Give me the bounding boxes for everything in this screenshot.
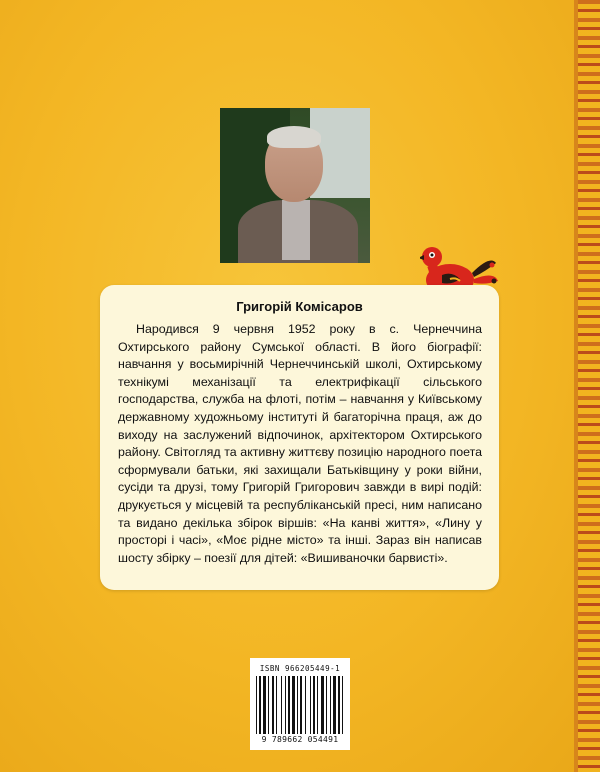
author-photo xyxy=(220,108,370,263)
barcode xyxy=(250,658,350,750)
bio-panel xyxy=(100,285,499,590)
isbn-text: ISBN 966205449-1 xyxy=(259,664,341,673)
author-name: Григорій Комісаров xyxy=(236,299,363,314)
barcode-bars xyxy=(256,676,344,734)
author-bio: Народився 9 червня 1952 року в с. Чернеччина Охтирського району Сумської області. В його біографії: навчання у восьмирічній Чернеччинській школі, Охтирському технікумі механізації та електрифікації сільського господарства, служба на флоті, потім – навчання у Київському державному художньому інституті й багаторічна праця, аж до виходу на заслужений відпочинок, архітектором Охтирського району. Світогляд та активну життєву позицію народного поета сформували батьки, які захищали Батьківщину у роки війни, сусіди та друзі, тому Григорій Григорович завжди в вирі подій: друкується у місцевій та республіканській пресі, ним написано та видано декілька збірок віршів: «На канві життя», «Лину у просторі і часі», «Моє рідне місто» та інші. Зараз він написав шосту збірку – поезії для дітей: «Вишиваночки барвисті». xyxy=(118,322,482,565)
photo-hair xyxy=(267,126,321,148)
ornament-border xyxy=(578,0,600,772)
photo-shirt xyxy=(282,200,310,260)
ean-number: 9 789662 054491 xyxy=(261,735,339,744)
